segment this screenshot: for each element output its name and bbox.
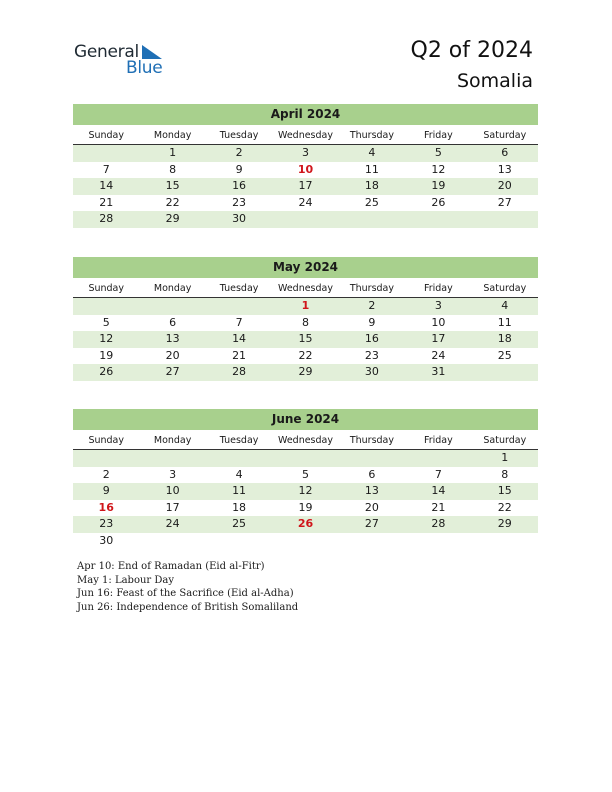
weekday-label: Saturday — [483, 283, 527, 294]
day-cell: 30 — [99, 533, 114, 547]
weekday-label: Monday — [153, 435, 192, 446]
week-row — [73, 516, 538, 533]
weekday-label: Tuesday — [219, 130, 259, 141]
day-cell: 28 — [431, 517, 446, 530]
week-row — [73, 331, 538, 348]
day-cell: 13 — [364, 484, 379, 497]
weekday-label: Friday — [423, 130, 453, 141]
day-cell: 6 — [368, 467, 376, 481]
day-cell — [139, 450, 205, 467]
week-row — [73, 195, 538, 212]
day-cell — [206, 298, 272, 315]
week-row — [73, 145, 538, 162]
day-cell: 4 — [368, 146, 376, 159]
day-cell: 15 — [497, 484, 512, 497]
week-row — [73, 450, 538, 467]
weekday-header-row — [73, 432, 538, 450]
day-cell — [405, 450, 471, 467]
day-cell: 24 — [431, 348, 446, 362]
day-cell — [206, 450, 272, 467]
weekday-label: Wednesday — [277, 435, 333, 446]
day-cell: 6 — [169, 315, 177, 329]
day-cell — [405, 211, 471, 228]
day-cell — [73, 450, 139, 467]
day-cell: 1 — [169, 146, 177, 159]
day-cell: 13 — [497, 162, 512, 176]
week-row — [73, 533, 538, 550]
weekday-label: Saturday — [483, 435, 527, 446]
weekday-label: Sunday — [88, 283, 124, 294]
day-cell: 18 — [364, 179, 379, 192]
day-cell: 10 — [431, 315, 446, 329]
day-cell: 20 — [497, 179, 512, 192]
day-cell: 12 — [298, 484, 313, 497]
day-cell: 25 — [497, 348, 512, 362]
day-cell: 20 — [165, 348, 180, 362]
week-row — [73, 483, 538, 500]
day-cell: 11 — [497, 315, 512, 329]
holiday-day-cell: 1 — [301, 299, 310, 312]
month-header: April 2024 — [73, 104, 538, 125]
day-cell: 4 — [501, 299, 509, 312]
day-cell: 17 — [431, 332, 446, 345]
day-cell: 5 — [434, 146, 442, 159]
day-cell: 27 — [165, 365, 180, 378]
day-cell — [339, 211, 405, 228]
day-cell: 22 — [497, 500, 512, 514]
day-cell: 28 — [99, 212, 114, 225]
page-title: Q2 of 2024 — [410, 38, 533, 63]
day-cell — [272, 533, 338, 550]
day-cell: 29 — [165, 212, 180, 225]
holiday-entry: May 1: Labour Day — [77, 574, 174, 586]
weekday-label: Friday — [423, 435, 453, 446]
day-cell: 27 — [364, 517, 379, 530]
day-cell: 24 — [298, 195, 313, 209]
day-cell — [472, 533, 538, 550]
weekday-label: Monday — [153, 130, 192, 141]
day-cell: 5 — [301, 467, 309, 481]
day-cell: 23 — [364, 348, 379, 362]
day-cell: 2 — [368, 299, 376, 312]
day-cell: 1 — [501, 451, 509, 464]
day-cell: 21 — [232, 348, 247, 362]
day-cell: 14 — [99, 179, 114, 192]
day-cell: 15 — [298, 332, 313, 345]
day-cell: 2 — [102, 467, 110, 481]
day-cell: 26 — [431, 195, 446, 209]
day-cell: 7 — [102, 162, 110, 176]
day-cell — [73, 145, 139, 162]
weekday-label: Thursday — [349, 435, 395, 446]
day-cell: 29 — [298, 365, 313, 378]
holiday-entry: Jun 26: Independence of British Somaliland — [77, 601, 299, 613]
day-cell: 13 — [165, 332, 180, 345]
day-cell: 3 — [301, 146, 309, 159]
day-cell: 22 — [165, 195, 180, 209]
day-cell: 21 — [431, 500, 446, 514]
weekday-label: Saturday — [483, 130, 527, 141]
day-cell: 30 — [364, 365, 379, 378]
day-cell: 19 — [298, 500, 313, 514]
month-calendar — [73, 409, 538, 549]
day-cell — [139, 533, 205, 550]
day-cell — [206, 533, 272, 550]
day-cell: 4 — [235, 467, 243, 481]
day-cell: 8 — [301, 315, 309, 329]
day-cell: 23 — [99, 517, 114, 530]
day-cell — [339, 533, 405, 550]
logo-text-general: General — [74, 42, 139, 62]
day-cell: 9 — [235, 162, 243, 176]
weekday-label: Sunday — [88, 435, 124, 446]
day-cell — [139, 298, 205, 315]
day-cell: 19 — [99, 348, 114, 362]
week-row — [73, 211, 538, 228]
day-cell: 29 — [497, 517, 512, 530]
day-cell: 14 — [232, 332, 247, 345]
holiday-day-cell: 16 — [98, 500, 114, 514]
day-cell: 8 — [169, 162, 177, 176]
day-cell — [73, 298, 139, 315]
day-cell: 26 — [99, 365, 114, 378]
week-row — [73, 500, 538, 517]
holiday-entry: Jun 16: Feast of the Sacrifice (Eid al-Adha) — [77, 588, 294, 599]
day-cell — [272, 450, 338, 467]
holiday-day-cell: 10 — [297, 162, 314, 176]
day-cell: 5 — [102, 315, 110, 329]
holiday-entry: Apr 10: End of Ramadan (Eid al-Fitr) — [77, 561, 265, 572]
weekday-label: Sunday — [88, 130, 124, 141]
day-cell: 18 — [232, 500, 247, 514]
day-cell: 31 — [431, 365, 446, 378]
day-cell: 12 — [431, 162, 446, 176]
week-row — [73, 298, 538, 315]
weekday-label: Monday — [153, 283, 192, 294]
week-row — [73, 348, 538, 365]
day-cell: 9 — [368, 315, 376, 329]
day-cell: 8 — [501, 467, 509, 481]
day-cell — [339, 450, 405, 467]
week-row — [73, 364, 538, 381]
month-header: June 2024 — [73, 409, 538, 430]
weekday-label: Thursday — [349, 130, 395, 141]
day-cell: 16 — [364, 332, 379, 345]
day-cell: 19 — [431, 179, 446, 192]
weekday-label: Wednesday — [277, 130, 333, 141]
day-cell: 15 — [165, 179, 180, 192]
day-cell: 18 — [497, 332, 512, 345]
week-row — [73, 162, 538, 179]
country-name: Somalia — [456, 70, 533, 92]
day-cell: 22 — [298, 348, 313, 362]
day-cell: 11 — [232, 484, 247, 497]
day-cell — [472, 211, 538, 228]
day-cell: 2 — [235, 146, 243, 159]
day-cell: 27 — [497, 195, 512, 209]
week-row — [73, 467, 538, 484]
weekday-label: Tuesday — [219, 435, 259, 446]
day-cell — [272, 211, 338, 228]
day-cell: 9 — [102, 484, 110, 497]
day-cell: 3 — [434, 299, 442, 312]
month-header: May 2024 — [73, 257, 538, 278]
day-cell — [472, 364, 538, 381]
day-cell: 7 — [434, 467, 442, 481]
day-cell: 14 — [431, 484, 446, 497]
day-cell: 28 — [232, 365, 247, 378]
day-cell: 7 — [235, 315, 243, 329]
day-cell: 25 — [232, 517, 247, 530]
day-cell: 24 — [165, 517, 180, 530]
day-cell: 21 — [99, 195, 114, 209]
day-cell: 30 — [232, 212, 247, 225]
day-cell: 17 — [165, 500, 180, 514]
holiday-list — [77, 560, 298, 614]
weekday-label: Wednesday — [277, 283, 333, 294]
day-cell: 17 — [298, 179, 313, 192]
day-cell: 6 — [501, 146, 509, 159]
day-cell — [405, 533, 471, 550]
week-row — [73, 178, 538, 195]
weekday-label: Tuesday — [219, 283, 259, 294]
day-cell: 25 — [364, 195, 379, 209]
day-cell: 20 — [364, 500, 379, 514]
day-cell: 10 — [165, 484, 180, 497]
weekday-header-row — [73, 280, 538, 298]
day-cell: 16 — [232, 179, 247, 192]
month-calendar — [73, 257, 538, 381]
day-cell: 11 — [364, 162, 379, 176]
weekday-label: Thursday — [349, 283, 395, 294]
weekday-label: Friday — [423, 283, 453, 294]
holiday-day-cell: 26 — [297, 517, 314, 530]
logo-text-blue: Blue — [126, 58, 163, 78]
day-cell: 23 — [232, 195, 247, 209]
week-row — [73, 315, 538, 332]
logo-flag-icon — [142, 45, 162, 59]
month-calendar — [73, 104, 538, 228]
generalblue-logo — [74, 42, 174, 78]
day-cell: 3 — [169, 467, 177, 481]
day-cell: 12 — [99, 332, 114, 345]
weekday-header-row — [73, 127, 538, 145]
